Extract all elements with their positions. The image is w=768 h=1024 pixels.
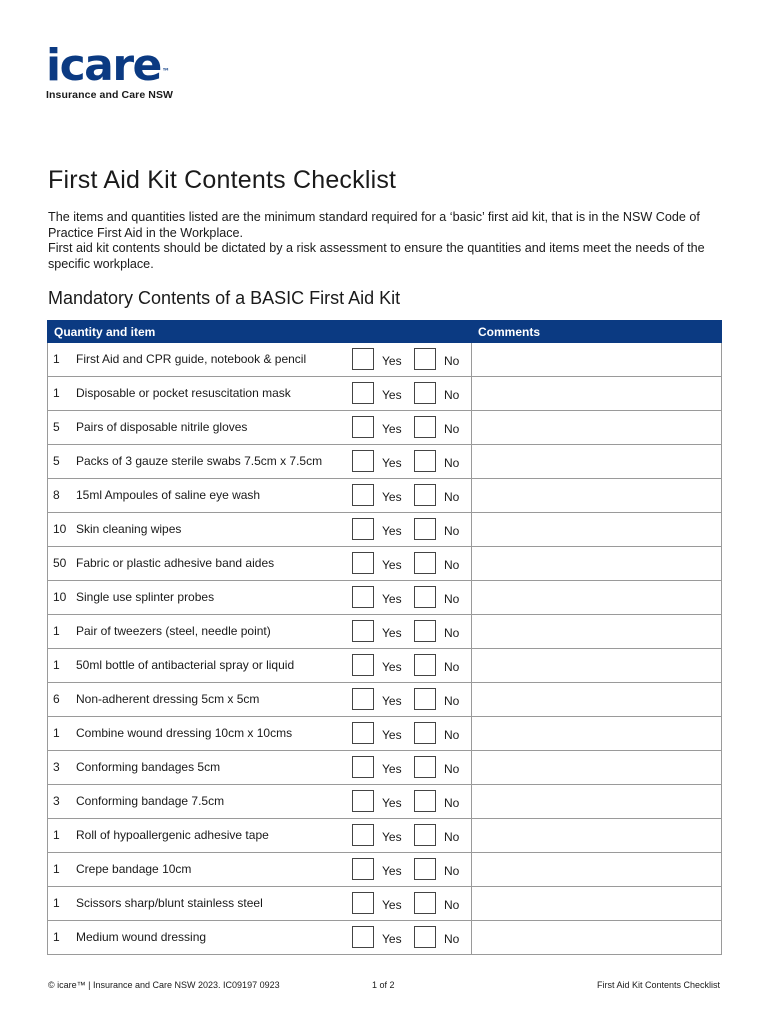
yes-label: Yes bbox=[382, 762, 402, 776]
item-name: Fabric or plastic adhesive band aides bbox=[76, 556, 275, 570]
item-name: 50ml bottle of antibacterial spray or liquid bbox=[76, 658, 295, 672]
comments-cell[interactable] bbox=[472, 615, 722, 649]
comments-cell[interactable] bbox=[472, 649, 722, 683]
footer-page-number: 1 of 2 bbox=[372, 980, 395, 990]
yes-checkbox[interactable] bbox=[352, 518, 374, 540]
item-cell bbox=[48, 343, 472, 377]
item-name: Packs of 3 gauze sterile swabs 7.5cm x 7.5cm bbox=[76, 454, 323, 468]
no-label: No bbox=[444, 626, 460, 640]
item-quantity: 1 bbox=[53, 862, 60, 876]
no-checkbox[interactable] bbox=[414, 790, 436, 812]
no-label: No bbox=[444, 728, 460, 742]
page-title: First Aid Kit Contents Checklist bbox=[48, 166, 397, 194]
yes-label: Yes bbox=[382, 830, 402, 844]
item-name: Conforming bandage 7.5cm bbox=[76, 794, 225, 808]
item-name: Skin cleaning wipes bbox=[76, 522, 182, 536]
no-checkbox[interactable] bbox=[414, 348, 436, 370]
yes-checkbox[interactable] bbox=[352, 654, 374, 676]
table-row bbox=[48, 445, 722, 479]
yes-label: Yes bbox=[382, 354, 402, 368]
no-checkbox[interactable] bbox=[414, 926, 436, 948]
yes-checkbox[interactable] bbox=[352, 824, 374, 846]
checklist-table bbox=[47, 320, 722, 955]
intro-paragraph-2: First aid kit contents should be dictated by a risk assessment to ensure the quantities and items meet the needs of the specific workplace. bbox=[48, 241, 705, 271]
comments-cell[interactable] bbox=[472, 819, 722, 853]
comments-cell[interactable] bbox=[472, 717, 722, 751]
logo-subtitle: Insurance and Care NSW bbox=[46, 89, 174, 101]
no-label: No bbox=[444, 796, 460, 810]
yes-checkbox[interactable] bbox=[352, 586, 374, 608]
table-row bbox=[48, 513, 722, 547]
item-cell bbox=[48, 921, 472, 955]
yes-label: Yes bbox=[382, 796, 402, 810]
item-cell bbox=[48, 615, 472, 649]
logo-trademark: ™ bbox=[161, 67, 170, 76]
column-header-item: Quantity and item bbox=[48, 321, 472, 343]
item-quantity: 10 bbox=[53, 522, 67, 536]
yes-label: Yes bbox=[382, 456, 402, 470]
comments-cell[interactable] bbox=[472, 377, 722, 411]
no-label: No bbox=[444, 456, 460, 470]
table-row bbox=[48, 649, 722, 683]
comments-cell[interactable] bbox=[472, 921, 722, 955]
item-cell bbox=[48, 887, 472, 921]
item-quantity: 3 bbox=[53, 760, 60, 774]
no-label: No bbox=[444, 422, 460, 436]
item-quantity: 1 bbox=[53, 896, 60, 910]
item-quantity: 10 bbox=[53, 590, 67, 604]
yes-label: Yes bbox=[382, 694, 402, 708]
yes-checkbox[interactable] bbox=[352, 416, 374, 438]
table-row bbox=[48, 921, 722, 955]
item-cell bbox=[48, 445, 472, 479]
item-quantity: 1 bbox=[53, 828, 60, 842]
item-quantity: 3 bbox=[53, 794, 60, 808]
yes-checkbox[interactable] bbox=[352, 892, 374, 914]
yes-checkbox[interactable] bbox=[352, 688, 374, 710]
item-name: Single use splinter probes bbox=[76, 590, 215, 604]
yes-checkbox[interactable] bbox=[352, 790, 374, 812]
item-quantity: 1 bbox=[53, 352, 60, 366]
yes-checkbox[interactable] bbox=[352, 858, 374, 880]
yes-label: Yes bbox=[382, 626, 402, 640]
no-checkbox[interactable] bbox=[414, 484, 436, 506]
item-name: Combine wound dressing 10cm x 10cms bbox=[76, 726, 293, 740]
table-row bbox=[48, 887, 722, 921]
no-checkbox[interactable] bbox=[414, 552, 436, 574]
icare-logo bbox=[46, 40, 174, 101]
no-label: No bbox=[444, 864, 460, 878]
table-header-row bbox=[48, 321, 722, 343]
table-row bbox=[48, 479, 722, 513]
yes-label: Yes bbox=[382, 864, 402, 878]
yes-checkbox[interactable] bbox=[352, 620, 374, 642]
comments-cell[interactable] bbox=[472, 751, 722, 785]
yes-label: Yes bbox=[382, 660, 402, 674]
item-cell bbox=[48, 785, 472, 819]
no-label: No bbox=[444, 490, 460, 504]
item-name: Disposable or pocket resuscitation mask bbox=[76, 386, 291, 400]
intro-paragraph-1: The items and quantities listed are the minimum standard required for a ‘basic’ first aid kit, that is in the NSW Code of Practice First Aid in the Workplace. bbox=[48, 210, 700, 240]
column-header-comments: Comments bbox=[472, 321, 722, 343]
yes-label: Yes bbox=[382, 524, 402, 538]
intro-text bbox=[48, 210, 728, 272]
item-quantity: 6 bbox=[53, 692, 60, 706]
no-checkbox[interactable] bbox=[414, 450, 436, 472]
no-checkbox[interactable] bbox=[414, 586, 436, 608]
item-cell bbox=[48, 649, 472, 683]
comments-cell[interactable] bbox=[472, 513, 722, 547]
footer-copyright: © icare™ | Insurance and Care NSW 2023. IC09197 0923 bbox=[48, 980, 280, 990]
no-checkbox[interactable] bbox=[414, 892, 436, 914]
item-name: First Aid and CPR guide, notebook & pencil bbox=[76, 352, 307, 366]
table-row bbox=[48, 853, 722, 887]
logo-word: icare bbox=[46, 40, 161, 91]
no-label: No bbox=[444, 592, 460, 606]
item-quantity: 8 bbox=[53, 488, 60, 502]
no-checkbox[interactable] bbox=[414, 654, 436, 676]
comments-cell[interactable] bbox=[472, 445, 722, 479]
comments-cell[interactable] bbox=[472, 683, 722, 717]
table-row bbox=[48, 411, 722, 445]
section-title: Mandatory Contents of a BASIC First Aid Kit bbox=[48, 288, 401, 308]
no-checkbox[interactable] bbox=[414, 620, 436, 642]
yes-label: Yes bbox=[382, 558, 402, 572]
comments-cell[interactable] bbox=[472, 343, 722, 377]
item-cell bbox=[48, 819, 472, 853]
yes-label: Yes bbox=[382, 728, 402, 742]
yes-checkbox[interactable] bbox=[352, 756, 374, 778]
no-label: No bbox=[444, 694, 460, 708]
yes-checkbox[interactable] bbox=[352, 552, 374, 574]
yes-label: Yes bbox=[382, 490, 402, 504]
no-checkbox[interactable] bbox=[414, 416, 436, 438]
table-row bbox=[48, 377, 722, 411]
item-name: Conforming bandages 5cm bbox=[76, 760, 221, 774]
item-cell bbox=[48, 513, 472, 547]
no-label: No bbox=[444, 558, 460, 572]
yes-checkbox[interactable] bbox=[352, 450, 374, 472]
item-name: Crepe bandage 10cm bbox=[76, 862, 192, 876]
no-checkbox[interactable] bbox=[414, 722, 436, 744]
no-label: No bbox=[444, 354, 460, 368]
item-quantity: 1 bbox=[53, 624, 60, 638]
no-label: No bbox=[444, 388, 460, 402]
no-checkbox[interactable] bbox=[414, 824, 436, 846]
item-cell bbox=[48, 751, 472, 785]
table-row bbox=[48, 547, 722, 581]
item-cell bbox=[48, 479, 472, 513]
item-quantity: 1 bbox=[53, 930, 60, 944]
table-row bbox=[48, 581, 722, 615]
footer-doc-title: First Aid Kit Contents Checklist bbox=[596, 980, 720, 990]
item-name: Non-adherent dressing 5cm x 5cm bbox=[76, 692, 260, 706]
item-cell bbox=[48, 683, 472, 717]
item-name: 15ml Ampoules of saline eye wash bbox=[76, 488, 261, 502]
item-cell bbox=[48, 547, 472, 581]
no-label: No bbox=[444, 762, 460, 776]
item-name: Pair of tweezers (steel, needle point) bbox=[76, 624, 271, 638]
yes-checkbox[interactable] bbox=[352, 382, 374, 404]
comments-cell[interactable] bbox=[472, 785, 722, 819]
no-label: No bbox=[444, 660, 460, 674]
comments-cell[interactable] bbox=[472, 581, 722, 615]
yes-label: Yes bbox=[382, 592, 402, 606]
item-name: Medium wound dressing bbox=[76, 930, 207, 944]
yes-label: Yes bbox=[382, 388, 402, 402]
no-label: No bbox=[444, 830, 460, 844]
no-label: No bbox=[444, 932, 460, 946]
yes-checkbox[interactable] bbox=[352, 348, 374, 370]
table-row bbox=[48, 717, 722, 751]
comments-cell[interactable] bbox=[472, 887, 722, 921]
no-checkbox[interactable] bbox=[414, 756, 436, 778]
yes-label: Yes bbox=[382, 932, 402, 946]
item-quantity: 5 bbox=[53, 454, 60, 468]
item-cell bbox=[48, 853, 472, 887]
comments-cell[interactable] bbox=[472, 479, 722, 513]
yes-checkbox[interactable] bbox=[352, 722, 374, 744]
table-row bbox=[48, 615, 722, 649]
no-checkbox[interactable] bbox=[414, 858, 436, 880]
table-row bbox=[48, 683, 722, 717]
item-cell bbox=[48, 377, 472, 411]
item-cell bbox=[48, 717, 472, 751]
item-quantity: 1 bbox=[53, 658, 60, 672]
no-label: No bbox=[444, 898, 460, 912]
comments-cell[interactable] bbox=[472, 547, 722, 581]
yes-checkbox[interactable] bbox=[352, 484, 374, 506]
yes-checkbox[interactable] bbox=[352, 926, 374, 948]
item-name: Roll of hypoallergenic adhesive tape bbox=[76, 828, 269, 842]
comments-cell[interactable] bbox=[472, 411, 722, 445]
no-checkbox[interactable] bbox=[414, 688, 436, 710]
table-row bbox=[48, 785, 722, 819]
no-checkbox[interactable] bbox=[414, 382, 436, 404]
item-name: Pairs of disposable nitrile gloves bbox=[76, 420, 248, 434]
table-row bbox=[48, 343, 722, 377]
item-cell bbox=[48, 581, 472, 615]
yes-label: Yes bbox=[382, 422, 402, 436]
item-quantity: 1 bbox=[53, 386, 60, 400]
item-quantity: 50 bbox=[53, 556, 67, 570]
comments-cell[interactable] bbox=[472, 853, 722, 887]
yes-label: Yes bbox=[382, 898, 402, 912]
item-cell bbox=[48, 411, 472, 445]
item-quantity: 1 bbox=[53, 726, 60, 740]
table-row bbox=[48, 819, 722, 853]
item-name: Scissors sharp/blunt stainless steel bbox=[76, 896, 263, 910]
no-checkbox[interactable] bbox=[414, 518, 436, 540]
table-row bbox=[48, 751, 722, 785]
item-quantity: 5 bbox=[53, 420, 60, 434]
no-label: No bbox=[444, 524, 460, 538]
